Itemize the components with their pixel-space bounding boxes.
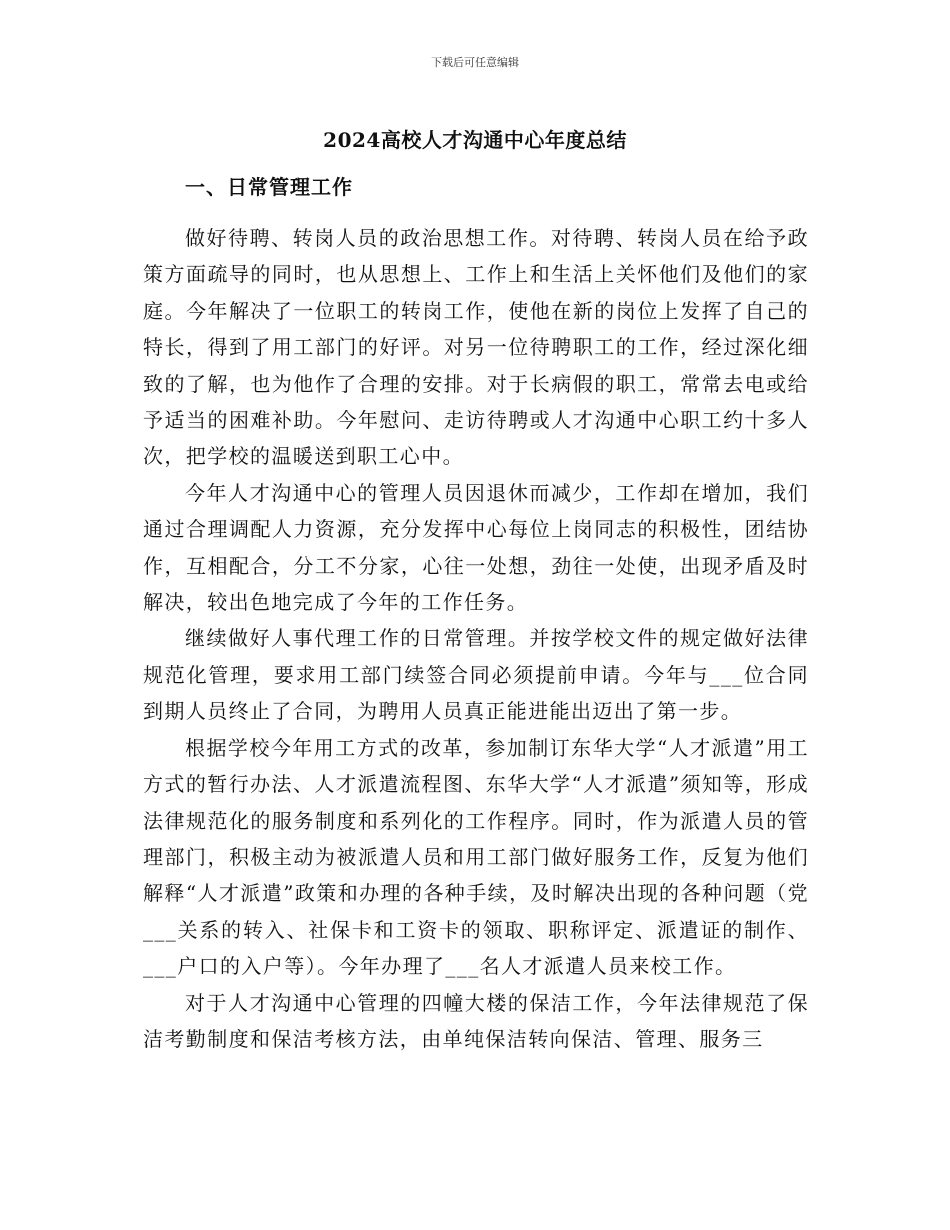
document-body: [143, 220, 809, 1057]
document-title: 2024高校人才沟通中心年度总结: [323, 128, 627, 152]
header-note: 下载后可任意编辑: [431, 56, 519, 69]
paragraph: 做好待聘、转岗人员的政治思想工作。对待聘、转岗人员在给予政策方面疏导的同时，也从思想上、工作上和生活上关怀他们及他们的家庭。今年解决了一位职工的转岗工作，使他在新的岗位上发挥了自己的特长，得到了用工部门的好评。对另一位待聘职工的工作，经过深化细致的了解，也为他作了合理的安排。对于长病假的职工，常常去电或给予适当的困难补助。今年慰问、走访待聘或人才沟通中心职工约十多人次，把学校的温暖送到职工心中。: [143, 226, 809, 469]
section-heading: 一、日常管理工作: [185, 175, 353, 199]
paragraph: 今年人才沟通中心的管理人员因退休而减少，工作却在增加，我们通过合理调配人力资源，充分发挥中心每位上岗同志的积极性，团结协作，互相配合，分工不分家，心往一处想，劲往一处使，出现矛盾及时解决，较出色地完成了今年的工作任务。: [143, 480, 809, 615]
paragraph: 继续做好人事代理工作的日常管理。并按学校文件的规定做好法律规范化管理，要求用工部门续签合同必须提前申请。今年与___位合同到期人员终止了合同，为聘用人员真正能进能出迈出了第一步。: [143, 626, 809, 724]
paragraph: 根据学校今年用工方式的改革，参加制订东华大学“人才派遣”用工方式的暂行办法、人才派遣流程图、东华大学“人才派遣”须知等，形成法律规范化的服务制度和系列化的工作程序。同时，作为派遣人员的管理部门，积极主动为被派遣人员和用工部门做好服务工作，反复为他们解释“人才派遣”政策和办理的各种手续，及时解决出现的各种问题（党___关系的转入、社保卡和工资卡的领取、职称评定、派遣证的制作、___户口的入户等）。今年办理了___名人才派遣人员来校工作。: [143, 735, 809, 979]
paragraph: 对于人才沟通中心管理的四幢大楼的保洁工作，今年法律规范了保洁考勤制度和保洁考核方法，由单纯保洁转向保洁、管理、服务三: [143, 990, 809, 1051]
